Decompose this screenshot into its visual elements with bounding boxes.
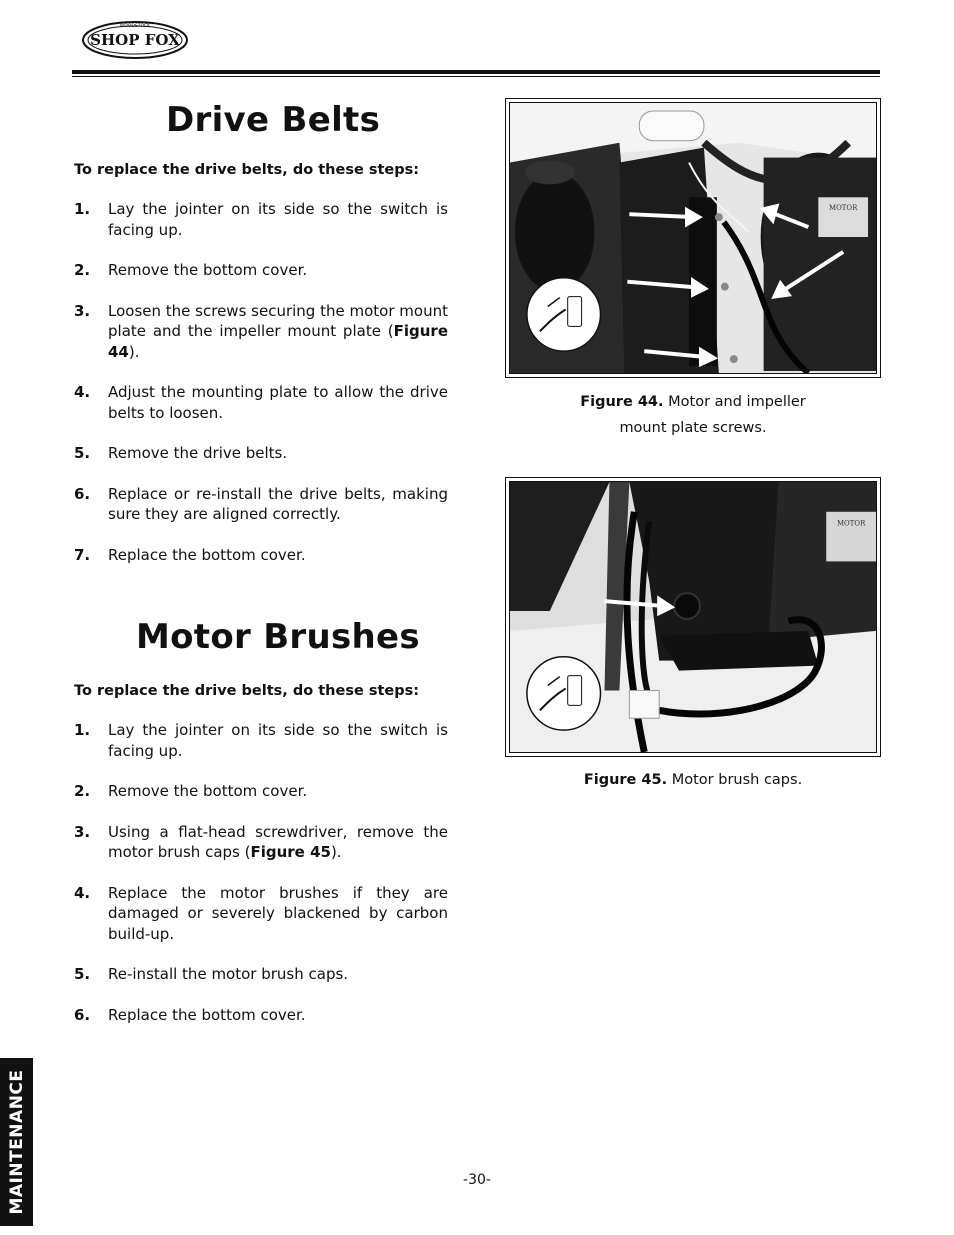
brush-photo-illustration <box>510 482 876 752</box>
step-number: 7. <box>74 545 91 564</box>
logo-small-text: WOODSTOCK <box>119 24 151 29</box>
step-text: Remove the drive belts. <box>108 444 288 462</box>
list-item <box>74 720 448 761</box>
step-text: Remove the bottom cover. <box>108 261 308 279</box>
step-number: 5. <box>74 965 91 983</box>
step-text: Adjust the mounting plate to allow the drive belts to loosen. <box>108 383 448 422</box>
motor-plate-text: MOTOR <box>828 204 858 213</box>
list-item <box>74 822 448 863</box>
figure-44-caption-line2: mount plate screws. <box>619 420 767 436</box>
section-side-tab <box>0 1058 33 1226</box>
motor-brushes-intro: To replace the drive belts, do these steps: <box>74 683 420 699</box>
list-item <box>74 443 448 464</box>
step-number: 5. <box>74 444 91 462</box>
list-item <box>74 382 448 423</box>
figure-44-label: Figure 44. <box>580 394 664 410</box>
figure-44-photo <box>505 98 881 378</box>
motor-brushes-steps <box>74 720 448 1025</box>
shop-fox-logo <box>80 18 190 62</box>
figure-45-photo <box>505 477 881 757</box>
list-item <box>74 1005 448 1026</box>
list-item <box>74 964 448 985</box>
step-number: 2. <box>74 782 91 800</box>
step-text: Replace the bottom cover. <box>108 545 306 564</box>
list-item <box>74 781 448 802</box>
figure-45-caption-text: Motor brush caps. <box>671 772 803 788</box>
motor-plate-text: MOTOR <box>836 519 866 528</box>
step-number: 3. <box>74 822 91 841</box>
step-number: 6. <box>74 484 91 503</box>
step-number: 1. <box>74 200 91 218</box>
logo-text: SHOP FOX <box>90 31 180 49</box>
step-number: 4. <box>74 883 91 902</box>
motor-photo-illustration <box>510 103 876 373</box>
step-number: 3. <box>74 301 91 320</box>
step-text-end: ). <box>330 843 342 861</box>
step-number: 1. <box>74 721 91 739</box>
step-text: Replace or re-install the drive belts, making sure they are aligned correctly. <box>108 484 448 523</box>
step-text: Replace the motor brushes if they are damaged or severely blackened by carbon build-up. <box>108 883 448 943</box>
drive-belts-title: Drive Belts <box>166 100 381 140</box>
header-rule <box>72 70 880 74</box>
page-number: -30- <box>463 1172 491 1188</box>
figure-45-caption <box>505 767 881 793</box>
figure-44-caption-line1: Motor and impeller <box>668 394 806 410</box>
list-item <box>74 484 448 525</box>
step-text: Re-install the motor brush caps. <box>108 965 349 983</box>
figure-reference: Figure 45 <box>250 843 331 861</box>
list-item <box>74 545 448 566</box>
drive-belts-intro: To replace the drive belts, do these steps: <box>74 162 420 178</box>
list-item <box>74 301 448 363</box>
motor-brushes-section <box>74 617 448 1025</box>
list-item <box>74 883 448 945</box>
drive-belts-steps <box>74 199 448 565</box>
step-text: Replace the bottom cover. <box>108 1005 306 1024</box>
step-number: 6. <box>74 1005 91 1024</box>
figure-reference: Figure 44 <box>108 322 448 361</box>
step-number: 4. <box>74 383 91 401</box>
figure-44-caption <box>505 389 881 441</box>
step-text: Lay the jointer on its side so the switch is facing up. <box>108 721 448 760</box>
list-item <box>74 260 448 281</box>
step-text: Loosen the screws securing the motor mount plate and the impeller mount plate ( <box>108 301 448 340</box>
step-number: 2. <box>74 261 91 279</box>
step-text: Remove the bottom cover. <box>108 782 308 800</box>
header-rule-thin <box>72 76 880 77</box>
drive-belts-section <box>74 100 448 565</box>
figure-45-label: Figure 45. <box>583 772 668 788</box>
motor-brushes-title: Motor Brushes <box>136 617 420 657</box>
step-text: Lay the jointer on its side so the switch is facing up. <box>108 200 448 239</box>
side-tab-label: MAINTENANCE <box>6 1069 27 1215</box>
list-item <box>74 199 448 240</box>
step-text-end: ). <box>128 342 140 361</box>
step-text: Using a flat-head screwdriver, remove the motor brush caps ( <box>108 822 448 861</box>
